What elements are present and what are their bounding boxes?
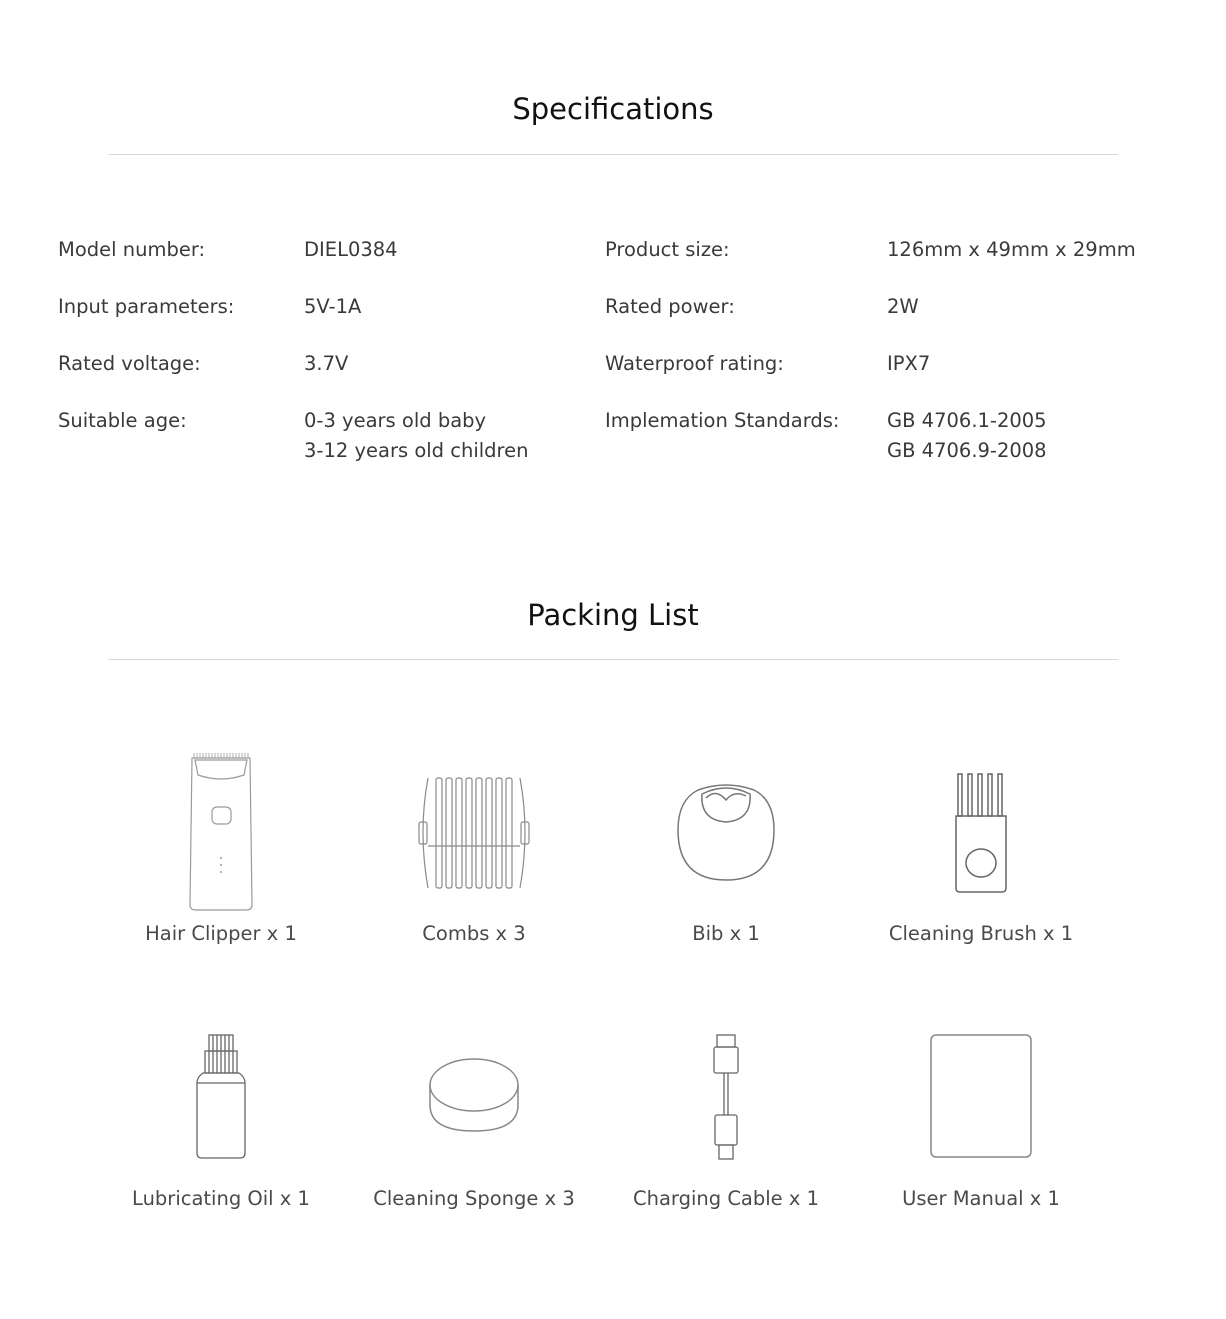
comb-icon bbox=[354, 776, 594, 890]
spec-label-age: Suitable age: bbox=[58, 409, 187, 432]
spec-label-size: Product size: bbox=[605, 238, 730, 261]
spec-label-input: Input parameters: bbox=[58, 295, 235, 318]
specifications-divider bbox=[108, 154, 1118, 155]
spec-value-age-1: 0-3 years old baby bbox=[304, 409, 487, 432]
packing-item-caption: Cleaning Brush x 1 bbox=[888, 922, 1074, 945]
spec-value-model: DIEL0384 bbox=[304, 238, 398, 261]
spec-value-waterproof: IPX7 bbox=[887, 352, 931, 375]
spec-value-voltage: 3.7V bbox=[304, 352, 349, 375]
spec-value-power: 2W bbox=[887, 295, 919, 318]
spec-label-standards: Implemation Standards: bbox=[605, 409, 840, 432]
packing-list-divider bbox=[108, 659, 1118, 660]
spec-label-waterproof: Waterproof rating: bbox=[605, 352, 784, 375]
packing-item-caption: Hair Clipper x 1 bbox=[145, 922, 297, 945]
charging-cable-icon bbox=[606, 1033, 846, 1163]
specifications-title: Specifications bbox=[512, 92, 714, 126]
spec-value-age-2: 3-12 years old children bbox=[304, 439, 529, 462]
cleaning-brush-icon bbox=[861, 772, 1101, 894]
spec-value-standards-1: GB 4706.1-2005 bbox=[887, 409, 1047, 432]
spec-label-power: Rated power: bbox=[605, 295, 735, 318]
user-manual-icon bbox=[861, 1033, 1101, 1159]
sponge-icon bbox=[354, 1057, 594, 1137]
packing-item-caption: Charging Cable x 1 bbox=[632, 1187, 820, 1210]
oil-bottle-icon bbox=[101, 1033, 341, 1161]
packing-list-title: Packing List bbox=[527, 598, 699, 632]
packing-item-caption: User Manual x 1 bbox=[902, 1187, 1060, 1210]
spec-value-size: 126mm x 49mm x 29mm bbox=[887, 238, 1136, 261]
spec-label-voltage: Rated voltage: bbox=[58, 352, 201, 375]
packing-item-caption: Combs x 3 bbox=[422, 922, 526, 945]
spec-value-standards-2: GB 4706.9-2008 bbox=[887, 439, 1047, 462]
packing-item-caption: Cleaning Sponge x 3 bbox=[373, 1187, 575, 1210]
spec-label-model: Model number: bbox=[58, 238, 206, 261]
packing-item-caption: Lubricating Oil x 1 bbox=[132, 1187, 310, 1210]
packing-item-caption: Bib x 1 bbox=[692, 922, 760, 945]
hair-clipper-icon bbox=[101, 750, 341, 912]
spec-value-input: 5V-1A bbox=[304, 295, 362, 318]
bib-icon bbox=[606, 782, 846, 884]
